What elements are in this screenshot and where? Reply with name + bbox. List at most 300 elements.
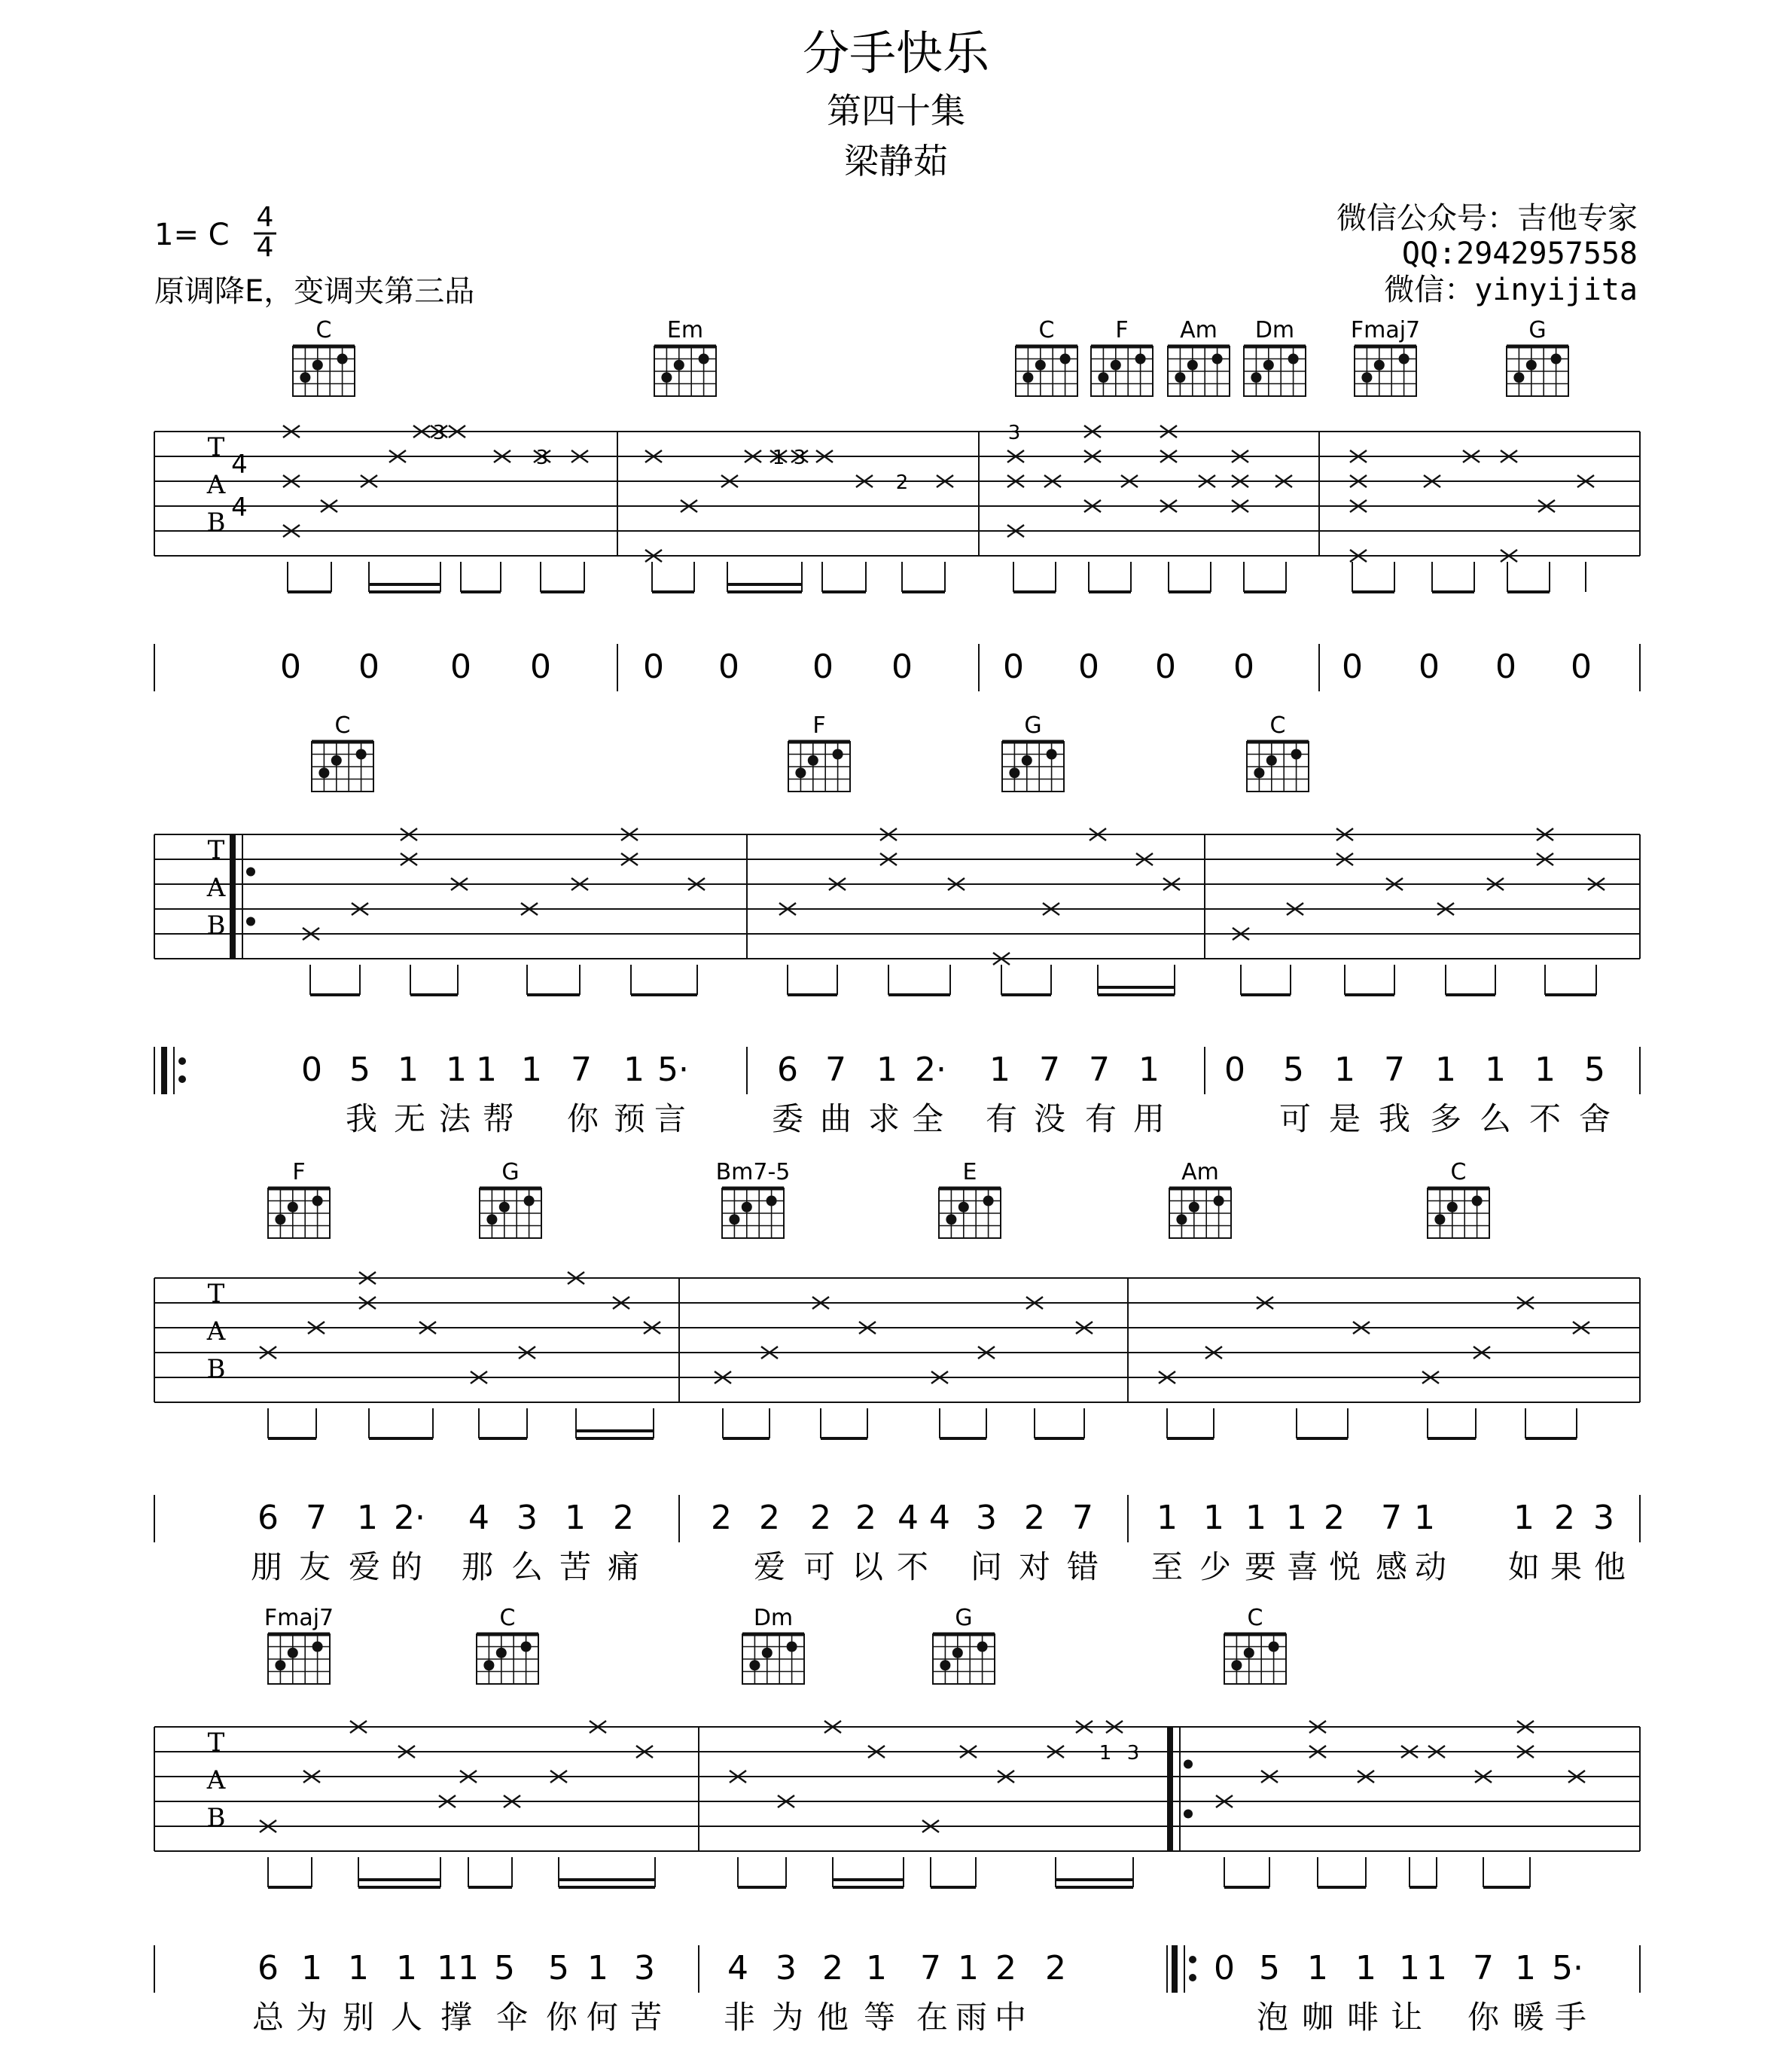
chord-dot	[300, 372, 310, 383]
jianpu-note: 1	[301, 1949, 322, 1987]
lyric-char: 苦	[629, 1999, 663, 2036]
rhythm-beam	[1244, 562, 1286, 592]
rhythm-beam	[652, 562, 694, 592]
rhythm-beam	[479, 1408, 527, 1438]
jianpu-note: 2	[613, 1499, 634, 1537]
jianpu-note: 2	[822, 1949, 843, 1987]
rhythm-beam	[1318, 1857, 1366, 1887]
lyric-char: 朋	[250, 1548, 283, 1585]
jianpu-note: 1	[437, 1949, 458, 1987]
lyric-char: 泡	[1256, 1999, 1289, 2036]
chord-name: Bm7-5	[715, 1159, 791, 1185]
chord-name: C	[1247, 1605, 1263, 1631]
jianpu-note: 0	[643, 648, 664, 686]
chord-dot	[762, 1648, 773, 1658]
lyric-char: 曲	[819, 1100, 852, 1137]
qq-number: QQ:2942957558	[1401, 236, 1638, 271]
rhythm-beam	[1241, 965, 1291, 995]
jianpu-note: 0	[1078, 648, 1099, 686]
lyric-char: 帮	[482, 1100, 515, 1137]
chord-diagram	[1428, 1159, 1489, 1238]
repeat-thick-bar	[1167, 1727, 1173, 1851]
lyric-char: 为	[771, 1999, 804, 2036]
notation-repeat-bar	[1172, 1945, 1178, 1993]
rhythm-beam	[1297, 1408, 1348, 1438]
lyric-char: 有	[985, 1100, 1018, 1137]
jianpu-note: 4	[727, 1949, 748, 1987]
jianpu-note: 2	[1324, 1499, 1345, 1537]
numbered-notation	[154, 644, 1640, 691]
tab-system	[154, 1159, 1640, 1585]
lyric-char: 问	[970, 1548, 1003, 1585]
chord-diagram	[933, 1605, 995, 1684]
jianpu-note: 1	[1307, 1949, 1328, 1987]
chord-dot	[1214, 1196, 1224, 1206]
jianpu-note: 6	[258, 1949, 279, 1987]
jianpu-note: 5	[1584, 1051, 1605, 1089]
artist-name: 梁静茹	[844, 141, 948, 181]
jianpu-note: 1	[348, 1949, 369, 1987]
lyric-char: 让	[1390, 1999, 1423, 2036]
jianpu-note: 3	[634, 1949, 655, 1987]
numbered-notation	[154, 1047, 1640, 1094]
jianpu-note: 5	[1283, 1051, 1304, 1089]
chord-name: Fmaj7	[264, 1605, 334, 1631]
jianpu-note: 1	[458, 1949, 479, 1987]
lyric-char: 你	[1467, 1999, 1500, 2036]
chord-dot	[729, 1214, 739, 1225]
chord-dot	[1175, 372, 1185, 383]
lyric-char: 的	[390, 1548, 423, 1585]
tab-fret-number: 3	[1126, 1742, 1140, 1765]
chord-dot	[977, 1642, 988, 1652]
chord-dot	[699, 354, 709, 365]
lyric-char: 在	[916, 1999, 949, 2036]
jianpu-note: 3	[976, 1499, 997, 1537]
lyric-char: 全	[911, 1100, 944, 1137]
jianpu-note: 1	[1203, 1499, 1224, 1537]
jianpu-note: 0	[812, 648, 834, 686]
repeat-dot	[1184, 1760, 1193, 1769]
chord-dot	[1447, 1202, 1458, 1212]
chord-dot	[1266, 755, 1277, 766]
rhythm-beam	[310, 965, 360, 995]
rhythm-beam	[1432, 562, 1474, 592]
numbered-notation	[154, 1945, 1640, 1993]
lyric-char: 伞	[495, 1999, 529, 2036]
lyric-char: 悦	[1328, 1548, 1361, 1585]
chord-dot	[749, 1660, 760, 1670]
lyric-char: 雨	[955, 1999, 988, 2036]
tab-clef	[206, 1279, 226, 1384]
lyric-char: 是	[1328, 1100, 1361, 1137]
rhythm-beam	[631, 965, 697, 995]
chord-diagram	[654, 317, 716, 396]
chord-dot	[766, 1196, 777, 1206]
chord-dot	[275, 1214, 285, 1225]
jianpu-note: 0	[1495, 648, 1516, 686]
lyric-char: 不	[1528, 1100, 1562, 1137]
jianpu-note: 1	[1414, 1499, 1435, 1537]
jianpu-note: 0	[301, 1051, 322, 1089]
chord-dot	[288, 1648, 298, 1658]
chord-dot	[1187, 360, 1198, 371]
lyric-char: 别	[342, 1999, 375, 2036]
tab-time-bottom: 4	[231, 493, 248, 523]
rhythm-beam	[369, 562, 440, 592]
wechat-id: 微信：yinyijita	[1384, 273, 1638, 307]
tab-fret-number: 2	[895, 471, 909, 494]
jianpu-note: 2	[759, 1499, 780, 1537]
lyric-char: 撑	[440, 1999, 473, 2036]
chord-diagram	[939, 1159, 1001, 1238]
song-title: 分手快乐	[802, 26, 990, 81]
jianpu-note: 0	[1224, 1051, 1245, 1089]
jianpu-note: 0	[1342, 648, 1363, 686]
lyric-char: 我	[345, 1100, 378, 1137]
chord-diagram	[1351, 317, 1420, 396]
time-signature-bottom: 4	[256, 232, 274, 263]
lyric-char: 我	[1378, 1100, 1411, 1137]
lyric-char: 对	[1018, 1548, 1051, 1585]
chord-dot	[496, 1648, 507, 1658]
tab-system	[154, 317, 1640, 691]
chord-dot	[1022, 372, 1033, 383]
rhythm-beam	[288, 562, 331, 592]
chord-diagram	[264, 1605, 334, 1684]
chord-dot	[1231, 1660, 1242, 1670]
lyric-char: 有	[1084, 1100, 1117, 1137]
chord-dot	[1269, 1642, 1279, 1652]
repeat-dot	[1189, 1974, 1196, 1981]
jianpu-note: 1	[623, 1051, 645, 1089]
jianpu-note: 6	[777, 1051, 798, 1089]
rhythm-beam	[788, 965, 837, 995]
rhythm-beam	[1345, 965, 1394, 995]
lyric-char: 么	[1479, 1100, 1512, 1137]
jianpu-note: 2	[711, 1499, 732, 1537]
lyric-char: 委	[771, 1100, 804, 1137]
jianpu-note: 2·	[915, 1051, 946, 1089]
lyric-char: 苦	[559, 1548, 592, 1585]
chord-dot	[958, 1202, 969, 1212]
chord-diagram	[312, 712, 373, 792]
chord-name: C	[334, 712, 351, 739]
jianpu-note: 3	[517, 1499, 538, 1537]
jianpu-note: 0	[891, 648, 913, 686]
rhythm-beam	[727, 562, 802, 592]
repeat-dot	[1184, 1810, 1193, 1819]
jianpu-note: 7	[825, 1051, 846, 1089]
capo-note: 原调降E，变调夹第三品	[154, 274, 475, 309]
rhythm-beam	[1428, 1408, 1476, 1438]
chord-dot	[1526, 360, 1537, 371]
lyric-char: 可	[1278, 1100, 1312, 1137]
rhythm-beam	[1001, 965, 1051, 995]
chord-name: G	[501, 1159, 520, 1185]
rhythm-beam	[931, 1857, 976, 1887]
chord-dot	[1111, 360, 1121, 371]
chord-dot	[674, 360, 684, 371]
jianpu-note: 1	[1138, 1051, 1160, 1089]
rhythm-beam	[833, 1857, 904, 1887]
chord-dot	[946, 1214, 956, 1225]
jianpu-note: 7	[1381, 1499, 1402, 1537]
chord-dot	[808, 755, 818, 766]
chord-dot	[318, 767, 329, 778]
lyric-char: 如	[1507, 1548, 1541, 1585]
chord-dot	[940, 1660, 950, 1670]
chord-dot	[1098, 372, 1108, 383]
chord-diagram	[1169, 1159, 1231, 1238]
chord-dot	[1189, 1202, 1199, 1212]
chord-dot	[524, 1196, 535, 1206]
tab-fret-number: 3	[535, 447, 549, 469]
jianpu-note: 3	[1593, 1499, 1614, 1537]
rhythm-beam	[1410, 1857, 1437, 1887]
tab-clef-letter: A	[206, 470, 226, 500]
rhythm-beam	[541, 562, 584, 592]
jianpu-note: 1	[1334, 1051, 1355, 1089]
rhythm-beam	[461, 562, 501, 592]
lyric-char: 言	[654, 1100, 687, 1137]
jianpu-note: 1	[1485, 1051, 1506, 1089]
chord-diagram	[788, 712, 850, 792]
lyric-char: 人	[390, 1999, 423, 2036]
chord-dot	[1009, 767, 1019, 778]
jianpu-note: 0	[450, 648, 471, 686]
chord-dot	[331, 755, 342, 766]
jianpu-note: 3	[776, 1949, 797, 1987]
rhythm-beam	[1098, 965, 1175, 995]
lyric-char: 何	[586, 1999, 619, 2036]
lyric-char: 暖	[1512, 1999, 1545, 2036]
lyric-char: 痛	[607, 1548, 640, 1585]
lyric-char: 求	[867, 1100, 901, 1137]
chord-name: F	[292, 1159, 306, 1185]
rhythm-beam	[1224, 1857, 1269, 1887]
chord-dot	[1374, 360, 1385, 371]
lyric-char: 中	[994, 1999, 1027, 2036]
rhythm-beam	[410, 965, 458, 995]
key-signature: 1= C	[154, 218, 230, 252]
chord-diagram	[1168, 317, 1230, 396]
jianpu-note: 0	[1233, 648, 1254, 686]
chord-dot	[275, 1660, 285, 1670]
chord-diagram	[716, 1159, 791, 1238]
rhythm-beam	[738, 1857, 786, 1887]
chord-dot	[1135, 354, 1146, 365]
jianpu-note: 0	[718, 648, 739, 686]
lyric-char: 为	[295, 1999, 328, 2036]
jianpu-note: 7	[1473, 1949, 1494, 1987]
lyrics-line	[251, 1548, 1626, 1585]
lyric-char: 无	[393, 1100, 426, 1137]
chord-diagram	[268, 1159, 330, 1238]
jianpu-note: 7	[571, 1051, 592, 1089]
chord-dot	[1254, 767, 1264, 778]
jianpu-note: 1	[587, 1949, 608, 1987]
jianpu-note: 1	[1515, 1949, 1536, 1987]
lyrics-line	[252, 1999, 1586, 2036]
repeat-dot	[178, 1057, 186, 1065]
chord-dot	[1035, 360, 1046, 371]
chord-dot	[1244, 1648, 1254, 1658]
chord-diagram	[1224, 1605, 1286, 1684]
chord-dot	[952, 1648, 963, 1658]
tab-time-top: 4	[231, 450, 248, 480]
repeat-dot	[1189, 1956, 1196, 1963]
lyric-char: 你	[566, 1100, 599, 1137]
rhythm-beam	[576, 1408, 654, 1438]
jianpu-note: 1	[446, 1051, 467, 1089]
tab-clef	[206, 1728, 226, 1833]
rhythm-beam	[1525, 1408, 1577, 1438]
lyric-char: 舍	[1578, 1100, 1611, 1137]
jianpu-note: 5	[1259, 1949, 1280, 1987]
chord-name: Dm	[753, 1605, 794, 1631]
repeat-dot	[178, 1075, 186, 1083]
rhythm-beam	[268, 1408, 316, 1438]
lyric-char: 用	[1132, 1100, 1166, 1137]
chord-dot	[499, 1202, 510, 1212]
chord-name: F	[812, 712, 826, 739]
jianpu-note: 2	[1045, 1949, 1066, 1987]
lyric-char: 以	[851, 1548, 884, 1585]
chord-dot	[1047, 749, 1057, 760]
jianpu-note: 1	[521, 1051, 542, 1089]
chord-dot	[1361, 372, 1372, 383]
jianpu-note: 1	[565, 1499, 586, 1537]
chord-dot	[486, 1214, 497, 1225]
chord-dot	[1251, 372, 1261, 383]
tab-clef-letter: A	[206, 873, 226, 903]
rhythm-beam	[1507, 562, 1550, 592]
rhythm-beam	[1013, 562, 1056, 592]
jianpu-note: 1	[876, 1051, 898, 1089]
jianpu-note: 1	[1399, 1949, 1420, 1987]
lyric-char: 动	[1414, 1548, 1447, 1585]
repeat-start-thick-bar	[230, 834, 236, 959]
tab-clef-letter: B	[206, 1803, 226, 1833]
lyric-char: 他	[816, 1999, 849, 2036]
jianpu-note: 6	[258, 1499, 279, 1537]
jianpu-note: 7	[920, 1949, 941, 1987]
chord-dot	[1212, 354, 1223, 365]
jianpu-note: 2	[855, 1499, 876, 1537]
sheet-header	[154, 26, 1638, 309]
lyric-char: 啡	[1346, 1999, 1379, 2036]
chord-diagram	[1244, 317, 1306, 396]
chord-diagram	[1002, 712, 1064, 792]
chord-name: Am	[1181, 1159, 1219, 1185]
lyric-char: 法	[438, 1100, 471, 1137]
jianpu-note: 1	[958, 1949, 979, 1987]
episode-label: 第四十集	[827, 90, 965, 131]
music-systems	[154, 317, 1640, 2036]
chord-diagram	[1016, 317, 1077, 396]
jianpu-note: 5	[349, 1051, 370, 1089]
tab-clef-letter: B	[206, 910, 226, 941]
rhythm-beam	[268, 1857, 312, 1887]
rhythm-beam	[1167, 1408, 1214, 1438]
tab-clef-letter: T	[207, 1279, 225, 1309]
chord-dot	[1291, 749, 1302, 760]
lyrics-line	[346, 1100, 1611, 1137]
numbered-notation	[154, 1495, 1640, 1542]
chord-name: Fmaj7	[1350, 317, 1421, 343]
notation-repeat-bar	[161, 1047, 167, 1094]
jianpu-note: 1	[1426, 1949, 1447, 1987]
tab-fret-number: 1	[772, 447, 785, 469]
rhythm-beam	[940, 1408, 986, 1438]
lyric-char: 那	[461, 1548, 494, 1585]
jianpu-note: 5·	[1552, 1949, 1583, 1987]
chord-dot	[312, 1642, 323, 1652]
jianpu-note: 5	[548, 1949, 569, 1987]
chord-dot	[288, 1202, 298, 1212]
jianpu-note: 1	[357, 1499, 378, 1537]
jianpu-note: 2	[995, 1949, 1016, 1987]
rhythm-beam	[822, 562, 866, 592]
jianpu-note: 4	[468, 1499, 489, 1537]
chord-dot	[1176, 1214, 1187, 1225]
jianpu-note: 4	[929, 1499, 950, 1537]
tab-clef-letter: B	[206, 1354, 226, 1384]
chord-name: E	[962, 1159, 977, 1185]
jianpu-note: 7	[1384, 1051, 1405, 1089]
jianpu-note: 0	[1419, 648, 1440, 686]
jianpu-note: 5	[494, 1949, 515, 1987]
lyric-char: 至	[1150, 1548, 1184, 1585]
chord-name: Dm	[1254, 317, 1295, 343]
lyric-char: 等	[863, 1999, 896, 2036]
jianpu-note: 1	[396, 1949, 417, 1987]
chord-dot	[1399, 354, 1410, 365]
chord-diagram	[293, 317, 355, 396]
chord-name: G	[1024, 712, 1042, 739]
jianpu-note: 5·	[657, 1051, 689, 1089]
lyric-char: 没	[1033, 1100, 1066, 1137]
chord-name: C	[1269, 712, 1286, 739]
jianpu-note: 0	[1214, 1949, 1235, 1987]
chord-dot	[312, 1196, 323, 1206]
repeat-dot	[246, 868, 255, 877]
tab-clef-letter: T	[207, 432, 225, 462]
tab-fret-number: 3	[793, 447, 806, 469]
chord-name: Em	[666, 317, 704, 343]
chord-name: G	[955, 1605, 973, 1631]
jianpu-note: 0	[1003, 648, 1024, 686]
chord-diagram	[480, 1159, 541, 1238]
jianpu-note: 2·	[394, 1499, 425, 1537]
chord-dot	[983, 1196, 994, 1206]
chord-dot	[1288, 354, 1299, 365]
chord-dot	[833, 749, 843, 760]
jianpu-note: 2	[810, 1499, 831, 1537]
rhythm-beam	[888, 965, 950, 995]
lyric-char: 少	[1199, 1548, 1232, 1585]
jianpu-note: 1	[1286, 1499, 1307, 1537]
wechat-account: 微信公众号：吉他专家	[1336, 201, 1638, 236]
chord-dot	[521, 1642, 532, 1652]
tab-fret-number: 3	[432, 422, 446, 444]
rhythm-beam	[527, 965, 580, 995]
jianpu-note: 0	[530, 648, 551, 686]
lyric-char: 要	[1244, 1548, 1277, 1585]
chord-dot	[795, 767, 806, 778]
jianpu-note: 0	[1571, 648, 1592, 686]
